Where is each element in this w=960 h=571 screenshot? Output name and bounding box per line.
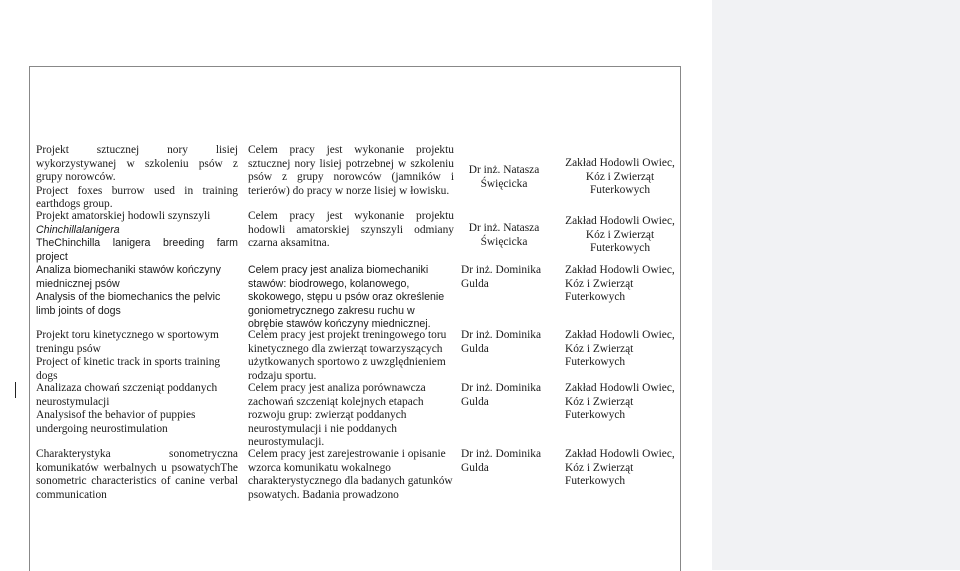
text-cursor [15,382,16,398]
row-1-department: Zakład Hodowli Owiec, Kóz i Zwierząt Futerkowych [565,157,675,196]
row-1-supervisor: Dr inż. Natasza Święcicka [468,164,540,190]
row-5-description: Celem pracy jest analiza porównawcza zachowań szczeniąt kolejnych etapach rozwoju grup: zwierząt poddanych neurostymulacji i nie poddanych neurostymulacji. [248,382,426,448]
row-4-department: Zakład Hodowli Owiec, Kóz i Zwierząt Futerkowych [565,329,675,368]
row-3-department: Zakład Hodowli Owiec, Kóz i Zwierząt Futerkowych [565,264,675,303]
row-3-description: Celem pracy jest analiza biomechaniki stawów: biodrowego, kolanowego, skokowego, stępu u psów oraz określenie goniometrycznego zakresu ruchu w obrębie stawów kończyny miednicznej. [248,264,445,330]
row-5-title: Analizaza chowań szczeniąt poddanych neurostymulacji [36,382,218,408]
row-5-title-en: Analysisof the behavior of puppies undergoing neurostimulation [36,409,196,435]
row-6-department: Zakład Hodowli Owiec, Kóz i Zwierząt Futerkowych [565,448,675,487]
row-2-description: Celem pracy jest wykonanie projektu hodowli amatorskiej szynszyli odmiany czarna aksamitna. [248,210,454,249]
row-2-title-cell [36,210,238,264]
row-1-title-en: Project foxes burrow used in training earthdogs group. [36,184,238,210]
row-1-title: Projekt sztucznej nory lisiej wykorzystywanej w szkoleniu psów z grupy norowców. [36,144,238,183]
row-2-title: Projekt amatorskiej hodowli szynszyli [36,210,211,222]
row-3-title: Analiza biomechaniki stawów kończyny miednicznej psów [36,264,221,290]
row-6-title: Charakterystyka sonometryczna komunikatów werbalnych u psowatychThe sonometric characteristics of canine verbal communication [36,448,238,501]
row-2-supervisor: Dr inż. Natasza Święcicka [468,222,540,248]
row-5-department: Zakład Hodowli Owiec, Kóz i Zwierząt Futerkowych [565,382,675,421]
row-5-title-cell [36,382,238,436]
row-1-description: Celem pracy jest wykonanie projektu sztucznej nory lisiej potrzebnej w szkoleniu psów z grupy norowców (jamników i terierów) do pracy w norze lisiej w łowisku. [248,144,454,197]
row-6-description: Celem pracy jest zarejestrowanie i opisanie wzorca komunikatu wokalnego charakterystycznego dla badanych gatunków psowatych. Badania prowadzono [248,448,453,501]
row-4-title-en: Project of kinetic track in sports training dogs [36,356,221,382]
row-3-supervisor: Dr inż. Dominika Gulda [461,264,542,290]
row-4-title-cell [36,329,238,383]
row-2-department: Zakład Hodowli Owiec, Kóz i Zwierząt Futerkowych [565,215,675,254]
row-5-supervisor: Dr inż. Dominika Gulda [461,382,542,408]
row-4-supervisor: Dr inż. Dominika Gulda [461,329,542,355]
row-6-supervisor: Dr inż. Dominika Gulda [461,448,542,474]
row-3-title-en: Analysis of the biomechanics the pelvic limb joints of dogs [36,291,221,317]
side-panel [712,0,960,570]
row-4-description: Celem pracy jest projekt treningowego toru kinetycznego dla zwierząt towarzyszących użytkowanych sportowo z uwzględnieniem rodzaju sportu. [248,329,447,382]
row-2-title-en: TheChinchilla lanigera breeding farm project [36,237,238,263]
row-1-title-cell [36,144,238,212]
row-4-title: Projekt toru kinetycznego w sportowym treningu psów [36,329,219,355]
row-2-title-latin: Chinchillalanigera [36,223,120,236]
row-3-title-cell [36,264,236,318]
